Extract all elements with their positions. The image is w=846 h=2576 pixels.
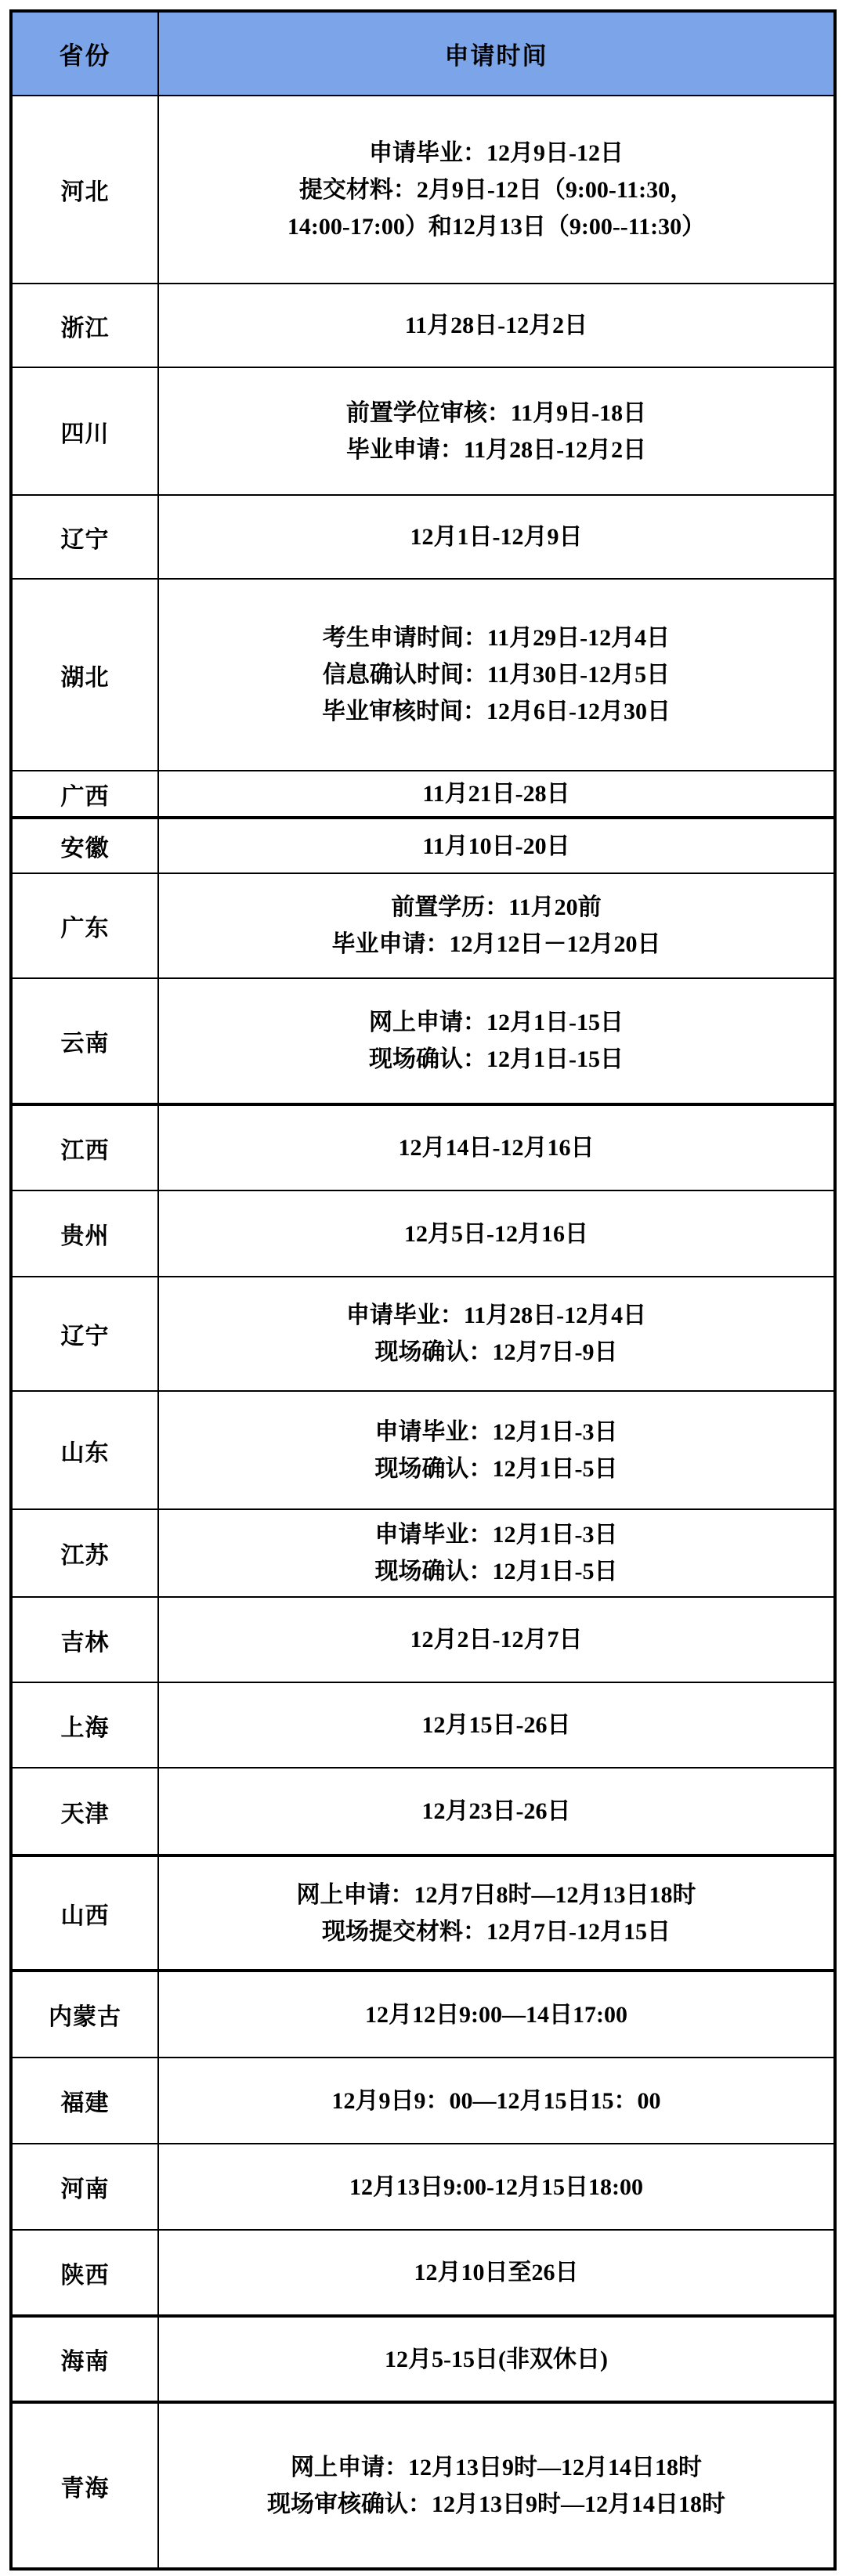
time-line: 12月9日9：00—12月15日15：00 bbox=[331, 2087, 661, 2114]
time-line: 现场确认：12月1日-5日 bbox=[374, 1455, 618, 1482]
time-line: 12月5-15日(非双休日) bbox=[385, 2346, 608, 2372]
time-line: 11月10日-20日 bbox=[422, 833, 570, 859]
time-line: 申请毕业：12月9日-12日 bbox=[369, 139, 624, 166]
table-row bbox=[11, 367, 835, 495]
time-cell bbox=[158, 771, 835, 818]
province-cell: 浙江 bbox=[11, 284, 158, 367]
time-line: 提交材料：2月9日-12日（9:00-11:30， bbox=[298, 176, 694, 203]
time-line: 毕业申请：12月12日－12月20日 bbox=[331, 931, 661, 957]
table-row bbox=[11, 96, 835, 284]
time-cell bbox=[158, 2230, 835, 2316]
table-row bbox=[11, 495, 835, 579]
time-cell bbox=[158, 1509, 835, 1597]
time-line: 现场确认：12月1日-15日 bbox=[369, 1046, 624, 1072]
time-cell bbox=[158, 873, 835, 978]
time-line: 现场提交材料：12月7日-12月15日 bbox=[322, 1918, 671, 1945]
province-cell: 山西 bbox=[11, 1855, 158, 1971]
province-cell: 河北 bbox=[11, 96, 158, 284]
province-cell: 辽宁 bbox=[11, 495, 158, 579]
province-cell: 海南 bbox=[11, 2316, 158, 2402]
time-line: 前置学历：11月20前 bbox=[391, 894, 602, 920]
province-cell: 江苏 bbox=[11, 1509, 158, 1597]
time-cell bbox=[158, 579, 835, 771]
table-row bbox=[11, 1971, 835, 2058]
time-cell bbox=[158, 2316, 835, 2402]
time-cell bbox=[158, 284, 835, 367]
time-line: 前置学位审核：11月9日-18日 bbox=[345, 399, 647, 426]
time-cell bbox=[158, 2402, 835, 2569]
time-line: 现场确认：12月1日-5日 bbox=[374, 1559, 618, 1584]
time-cell bbox=[158, 1391, 835, 1509]
time-line: 考生申请时间：11月29日-12月4日 bbox=[322, 625, 671, 651]
time-line: 12月23日-26日 bbox=[421, 1798, 571, 1824]
province-cell: 四川 bbox=[11, 367, 158, 495]
time-cell bbox=[158, 1682, 835, 1768]
province-cell: 上海 bbox=[11, 1682, 158, 1768]
time-line: 申请毕业：12月1日-3日 bbox=[374, 1522, 618, 1548]
time-line: 申请毕业：12月1日-3日 bbox=[374, 1418, 618, 1445]
table-row bbox=[11, 873, 835, 978]
time-line: 12月1日-12月9日 bbox=[410, 524, 583, 550]
table-row bbox=[11, 2316, 835, 2402]
time-line: 12月15日-26日 bbox=[421, 1712, 571, 1738]
province-cell: 贵州 bbox=[11, 1190, 158, 1277]
time-line: 毕业审核时间：12月6日-12月30日 bbox=[322, 699, 671, 724]
table-row bbox=[11, 2058, 835, 2144]
province-cell: 广东 bbox=[11, 873, 158, 978]
table-row bbox=[11, 2230, 835, 2316]
province-cell: 青海 bbox=[11, 2402, 158, 2569]
province-cell: 内蒙古 bbox=[11, 1971, 158, 2058]
table-row bbox=[11, 579, 835, 771]
time-line: 现场审核确认：12月13日9时—12月14日18时 bbox=[267, 2491, 725, 2517]
time-cell bbox=[158, 2144, 835, 2230]
time-cell bbox=[158, 495, 835, 579]
time-line: 12月2日-12月7日 bbox=[410, 1627, 583, 1653]
province-cell: 河南 bbox=[11, 2144, 158, 2230]
table-row bbox=[11, 818, 835, 873]
table-row bbox=[11, 2402, 835, 2569]
time-cell bbox=[158, 978, 835, 1104]
time-cell bbox=[158, 1971, 835, 2058]
table-row bbox=[11, 1597, 835, 1682]
time-line: 毕业申请：11月28日-12月2日 bbox=[345, 436, 647, 463]
time-line: 12月10日至26日 bbox=[414, 2260, 579, 2285]
time-cell bbox=[158, 367, 835, 495]
province-cell: 陕西 bbox=[11, 2230, 158, 2316]
header-cell-province: 省份 bbox=[11, 11, 158, 96]
province-cell: 山东 bbox=[11, 1391, 158, 1509]
province-cell: 辽宁 bbox=[11, 1277, 158, 1391]
time-line: 申请毕业：11月28日-12月4日 bbox=[345, 1302, 647, 1328]
time-line: 12月13日9:00-12月15日18:00 bbox=[349, 2173, 643, 2200]
time-cell bbox=[158, 1768, 835, 1855]
time-cell bbox=[158, 1277, 835, 1391]
time-line: 网上申请：12月13日9时—12月14日18时 bbox=[291, 2454, 702, 2480]
time-line: 12月12日9:00—14日17:00 bbox=[365, 2001, 627, 2028]
province-cell: 吉林 bbox=[11, 1597, 158, 1682]
time-line: 网上申请：12月1日-15日 bbox=[369, 1010, 624, 1035]
time-line: 11月28日-12月2日 bbox=[404, 313, 588, 338]
time-line: 现场确认：12月7日-9日 bbox=[374, 1339, 618, 1365]
table-row bbox=[11, 1277, 835, 1391]
province-cell: 广西 bbox=[11, 771, 158, 818]
province-cell: 天津 bbox=[11, 1768, 158, 1855]
time-cell bbox=[158, 818, 835, 873]
table-row bbox=[11, 1190, 835, 1277]
table-row bbox=[11, 1391, 835, 1509]
table-row bbox=[11, 1855, 835, 1971]
time-line: 网上申请：12月7日8时—12月13日18时 bbox=[296, 1881, 696, 1908]
time-line: 信息确认时间：11月30日-12月5日 bbox=[322, 662, 671, 688]
header-cell-time: 申请时间 bbox=[158, 11, 835, 96]
time-line: 12月14日-12月16日 bbox=[398, 1135, 595, 1161]
time-line: 11月21日-28日 bbox=[422, 781, 570, 807]
time-line: 12月5日-12月16日 bbox=[404, 1220, 588, 1247]
header-row bbox=[11, 11, 835, 96]
table-row bbox=[11, 771, 835, 818]
time-line: 14:00-17:00）和12月13日（9:00--11:30） bbox=[287, 213, 706, 240]
time-cell bbox=[158, 1190, 835, 1277]
table-row bbox=[11, 284, 835, 367]
time-cell bbox=[158, 1855, 835, 1971]
time-cell bbox=[158, 1597, 835, 1682]
table-row bbox=[11, 2144, 835, 2230]
table-row bbox=[11, 1104, 835, 1190]
province-cell: 福建 bbox=[11, 2058, 158, 2144]
province-cell: 安徽 bbox=[11, 818, 158, 873]
application-schedule-table bbox=[9, 9, 837, 2571]
table-row bbox=[11, 1768, 835, 1855]
table-row bbox=[11, 1509, 835, 1597]
table-row bbox=[11, 1682, 835, 1768]
province-cell: 湖北 bbox=[11, 579, 158, 771]
time-cell bbox=[158, 2058, 835, 2144]
province-cell: 江西 bbox=[11, 1104, 158, 1190]
time-cell bbox=[158, 96, 835, 284]
province-cell: 云南 bbox=[11, 978, 158, 1104]
time-cell bbox=[158, 1104, 835, 1190]
table-row bbox=[11, 978, 835, 1104]
